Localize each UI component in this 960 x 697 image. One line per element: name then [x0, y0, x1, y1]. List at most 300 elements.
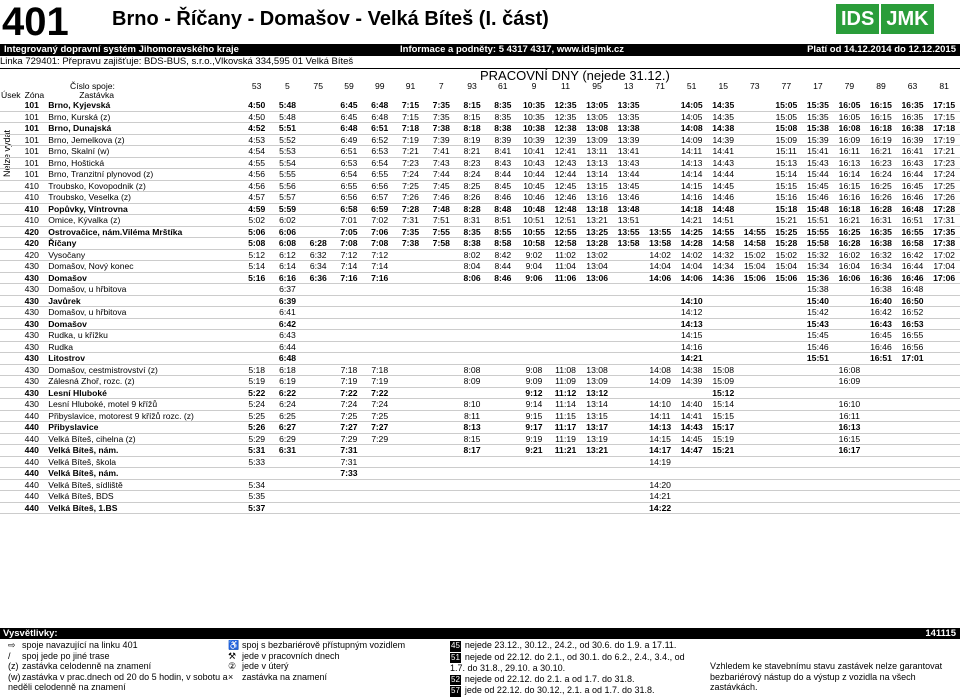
- time-cell: 16:02: [834, 249, 866, 261]
- time-cell: [518, 491, 550, 503]
- time-cell: 16:50: [897, 295, 929, 307]
- time-cell: 15:02: [771, 249, 803, 261]
- zone-cell: 440: [24, 491, 48, 503]
- time-cell: 5:31: [241, 445, 272, 457]
- usek-cell: [0, 491, 24, 503]
- time-cell: 8:35: [487, 100, 518, 111]
- zone-cell: 410: [24, 203, 48, 215]
- time-cell: 14:06: [676, 272, 708, 284]
- trip-number: 99: [374, 81, 385, 91]
- zona-label: Zóna: [24, 90, 45, 100]
- time-cell: [241, 307, 272, 319]
- time-cell: [272, 502, 303, 514]
- time-cell: 6:14: [272, 261, 303, 273]
- usek-cell: [0, 307, 24, 319]
- time-cell: [241, 330, 272, 342]
- time-cell: 14:06: [644, 272, 676, 284]
- time-cell: 9:21: [518, 445, 550, 457]
- time-cell: 15:42: [802, 307, 834, 319]
- time-cell: 7:38: [426, 123, 457, 135]
- time-cell: [487, 410, 518, 422]
- time-cell: 7:24: [395, 169, 426, 181]
- time-cell: [613, 353, 645, 365]
- stop-name: Domašov, Nový konec: [47, 261, 241, 273]
- time-cell: 6:56: [334, 192, 365, 204]
- time-cell: [928, 330, 960, 342]
- time-cell: [426, 387, 457, 399]
- time-cell: [334, 330, 365, 342]
- time-cell: 15:38: [802, 284, 834, 296]
- time-cell: 15:21: [771, 215, 803, 227]
- table-row: [0, 134, 960, 146]
- time-cell: 14:09: [676, 134, 708, 146]
- time-cell: 14:36: [707, 272, 739, 284]
- zone-cell: 440: [24, 422, 48, 434]
- time-cell: 13:05: [581, 111, 613, 123]
- usek-cell: [0, 261, 24, 273]
- time-cell: [303, 479, 334, 491]
- time-cell: [395, 422, 426, 434]
- time-cell: [928, 410, 960, 422]
- time-cell: [739, 330, 771, 342]
- time-cell: [613, 502, 645, 514]
- time-cell: 6:59: [364, 203, 395, 215]
- trip-number: 5: [285, 81, 290, 91]
- zone-cell: 430: [24, 353, 48, 365]
- time-cell: 7:43: [426, 157, 457, 169]
- time-cell: 8:31: [457, 215, 488, 227]
- time-cell: [707, 456, 739, 468]
- time-cell: 12:35: [550, 100, 582, 111]
- time-cell: 7:22: [364, 387, 395, 399]
- time-cell: [457, 284, 488, 296]
- time-cell: 15:46: [802, 192, 834, 204]
- time-cell: 8:39: [487, 134, 518, 146]
- usek-cell: [0, 410, 24, 422]
- time-cell: [644, 146, 676, 158]
- time-cell: 5:51: [272, 123, 303, 135]
- table-row: [0, 399, 960, 411]
- time-cell: 14:12: [676, 307, 708, 319]
- time-cell: [550, 491, 582, 503]
- time-cell: 13:58: [644, 238, 676, 250]
- time-cell: [897, 399, 929, 411]
- time-cell: 12:45: [550, 180, 582, 192]
- time-cell: [581, 284, 613, 296]
- time-cell: [550, 353, 582, 365]
- stop-name: Troubsko, Veselka (z): [47, 192, 241, 204]
- time-cell: 10:45: [518, 180, 550, 192]
- time-cell: [303, 468, 334, 480]
- time-cell: [739, 399, 771, 411]
- time-cell: 16:45: [897, 180, 929, 192]
- table-row: [0, 261, 960, 273]
- time-cell: [707, 307, 739, 319]
- time-cell: [395, 456, 426, 468]
- time-cell: [426, 295, 457, 307]
- time-cell: 13:39: [613, 134, 645, 146]
- time-cell: 16:48: [897, 203, 929, 215]
- time-cell: 5:12: [241, 249, 272, 261]
- time-cell: [395, 364, 426, 376]
- time-cell: [334, 341, 365, 353]
- time-cell: [676, 284, 708, 296]
- zone-cell: 410: [24, 180, 48, 192]
- time-cell: [457, 491, 488, 503]
- time-cell: [303, 353, 334, 365]
- time-cell: 7:18: [364, 364, 395, 376]
- time-cell: [487, 502, 518, 514]
- usek-cell: [0, 479, 24, 491]
- time-cell: [241, 284, 272, 296]
- time-cell: [865, 479, 897, 491]
- trip-symbol: [364, 91, 395, 100]
- time-cell: 4:53: [241, 134, 272, 146]
- arrow-icon: ⇨: [8, 640, 16, 650]
- usek-cell: [0, 249, 24, 261]
- time-cell: 6:28: [303, 238, 334, 250]
- stop-name: Brno, Dunajská: [47, 123, 241, 135]
- time-cell: 4:54: [241, 146, 272, 158]
- time-cell: 4:56: [241, 169, 272, 181]
- time-cell: [802, 479, 834, 491]
- usek-cell: [0, 399, 24, 411]
- time-cell: 14:39: [676, 376, 708, 388]
- time-cell: 8:48: [487, 203, 518, 215]
- time-cell: 15:45: [802, 330, 834, 342]
- time-cell: 14:38: [676, 364, 708, 376]
- time-cell: [518, 456, 550, 468]
- zone-cell: 440: [24, 502, 48, 514]
- time-cell: 15:21: [707, 445, 739, 457]
- time-cell: 8:15: [457, 100, 488, 111]
- time-cell: [303, 146, 334, 158]
- time-cell: [676, 456, 708, 468]
- time-cell: 15:28: [771, 238, 803, 250]
- time-cell: 13:38: [613, 123, 645, 135]
- zone-cell: 430: [24, 399, 48, 411]
- time-cell: 14:45: [676, 433, 708, 445]
- time-cell: [395, 479, 426, 491]
- time-cell: 17:38: [928, 238, 960, 250]
- time-cell: [581, 479, 613, 491]
- time-cell: 16:32: [865, 249, 897, 261]
- time-cell: [581, 295, 613, 307]
- header: [0, 0, 960, 44]
- time-cell: 15:38: [802, 123, 834, 135]
- time-cell: 16:51: [865, 353, 897, 365]
- time-cell: [426, 330, 457, 342]
- time-cell: [707, 491, 739, 503]
- table-row: [0, 387, 960, 399]
- time-cell: [707, 284, 739, 296]
- time-cell: [457, 341, 488, 353]
- time-cell: [897, 433, 929, 445]
- time-cell: 14:58: [707, 238, 739, 250]
- time-cell: 5:57: [272, 192, 303, 204]
- zone-cell: 101: [24, 169, 48, 181]
- time-cell: 8:21: [457, 146, 488, 158]
- time-cell: [550, 330, 582, 342]
- time-cell: 15:13: [771, 157, 803, 169]
- time-cell: 14:08: [676, 123, 708, 135]
- legend-item: 52 nejede od 22.12. do 2.1. a od 1.7. do 31.8.: [451, 673, 635, 684]
- time-cell: 5:53: [272, 146, 303, 158]
- time-cell: [928, 376, 960, 388]
- time-cell: [834, 353, 866, 365]
- time-cell: [395, 399, 426, 411]
- time-cell: [487, 353, 518, 365]
- time-cell: [644, 111, 676, 123]
- time-cell: 11:15: [550, 410, 582, 422]
- page-title: Brno - Říčany - Domašov - Velká Bíteš (I. část): [112, 8, 549, 30]
- time-cell: [303, 192, 334, 204]
- time-cell: 13:35: [613, 111, 645, 123]
- stop-name: Brno, Kurská (z): [47, 111, 241, 123]
- zone-cell: 101: [24, 146, 48, 158]
- time-cell: 5:34: [241, 479, 272, 491]
- time-cell: [272, 456, 303, 468]
- time-cell: 8:15: [457, 111, 488, 123]
- time-cell: 5:33: [241, 456, 272, 468]
- time-cell: 7:31: [334, 456, 365, 468]
- usek-cell: [0, 502, 24, 514]
- time-cell: [834, 295, 866, 307]
- time-cell: [426, 502, 457, 514]
- time-cell: [928, 479, 960, 491]
- time-cell: [676, 468, 708, 480]
- time-cell: [644, 353, 676, 365]
- time-cell: 8:45: [487, 180, 518, 192]
- time-cell: 6:32: [303, 249, 334, 261]
- time-cell: [487, 479, 518, 491]
- time-cell: [303, 203, 334, 215]
- time-cell: 16:21: [865, 146, 897, 158]
- time-cell: [395, 387, 426, 399]
- time-cell: 12:44: [550, 169, 582, 181]
- time-cell: 16:05: [834, 100, 866, 111]
- time-cell: [518, 295, 550, 307]
- usek-cell: [0, 123, 24, 135]
- time-cell: 7:25: [334, 410, 365, 422]
- time-cell: [613, 376, 645, 388]
- time-cell: 14:04: [644, 261, 676, 273]
- time-cell: [487, 318, 518, 330]
- usek-cell: [0, 226, 24, 238]
- time-cell: [834, 387, 866, 399]
- zone-cell: 420: [24, 249, 48, 261]
- trip-symbol: [928, 91, 960, 100]
- stop-name: Troubsko, Kovopodnik (z): [47, 180, 241, 192]
- time-cell: [241, 295, 272, 307]
- time-cell: [581, 456, 613, 468]
- time-cell: [303, 111, 334, 123]
- time-cell: 13:58: [613, 238, 645, 250]
- usek-cell: [0, 203, 24, 215]
- table-row: [0, 295, 960, 307]
- table-row: [0, 353, 960, 365]
- time-cell: [550, 318, 582, 330]
- trip-number: 79: [844, 81, 855, 91]
- time-cell: 8:35: [457, 226, 488, 238]
- time-cell: [364, 353, 395, 365]
- time-cell: [334, 502, 365, 514]
- trip-number: 51: [686, 81, 697, 91]
- table-row: [0, 341, 960, 353]
- trip-number: 13: [623, 81, 634, 91]
- time-cell: [739, 307, 771, 319]
- time-cell: [644, 123, 676, 135]
- table-row: [0, 100, 960, 111]
- time-cell: [928, 353, 960, 365]
- legend-item: ⇨ spoje navazující na linku 401: [8, 640, 138, 650]
- table-row: [0, 502, 960, 514]
- usek-cell: [0, 134, 24, 146]
- zone-cell: 440: [24, 456, 48, 468]
- time-cell: 7:45: [426, 180, 457, 192]
- time-cell: [457, 479, 488, 491]
- time-cell: 8:24: [457, 169, 488, 181]
- usek-cell: [0, 180, 24, 192]
- usek-cell: [0, 445, 24, 457]
- time-cell: [739, 157, 771, 169]
- time-cell: 8:17: [457, 445, 488, 457]
- time-cell: 8:55: [487, 226, 518, 238]
- time-cell: 16:46: [897, 192, 929, 204]
- zone-cell: 440: [24, 445, 48, 457]
- line-number: 401: [2, 0, 69, 44]
- usek-label: Úsek: [1, 90, 21, 100]
- time-cell: 7:28: [395, 203, 426, 215]
- usek-cell: [0, 169, 24, 181]
- time-cell: 7:14: [364, 261, 395, 273]
- trip-number: 81: [939, 81, 949, 91]
- time-cell: [457, 468, 488, 480]
- trip-symbol: [834, 91, 866, 100]
- time-cell: [303, 180, 334, 192]
- time-cell: 7:35: [426, 111, 457, 123]
- time-cell: 15:41: [802, 146, 834, 158]
- time-cell: 6:27: [272, 422, 303, 434]
- usek-cell: [0, 318, 24, 330]
- usek-cell: [0, 215, 24, 227]
- time-cell: [426, 479, 457, 491]
- table-row: [0, 146, 960, 158]
- time-cell: 5:26: [241, 422, 272, 434]
- time-cell: [613, 364, 645, 376]
- legend-note: bezbariérový nástup do a výstup z vozidla na všech zastávkách.: [710, 671, 916, 692]
- time-cell: [928, 307, 960, 319]
- time-cell: [707, 330, 739, 342]
- zone-cell: 430: [24, 387, 48, 399]
- time-cell: [739, 479, 771, 491]
- time-cell: [739, 433, 771, 445]
- usek-cell: [0, 157, 24, 169]
- trip-symbol: [550, 91, 582, 100]
- time-cell: 6:54: [334, 169, 365, 181]
- time-cell: 11:08: [550, 364, 582, 376]
- table-row: [0, 123, 960, 135]
- time-cell: [303, 410, 334, 422]
- time-cell: 7:35: [426, 100, 457, 111]
- usek-cell: [0, 284, 24, 296]
- table-row: [0, 284, 960, 296]
- trip-symbol: [707, 91, 739, 100]
- time-cell: 6:55: [364, 169, 395, 181]
- time-cell: [487, 364, 518, 376]
- time-cell: 11:19: [550, 433, 582, 445]
- time-cell: [303, 387, 334, 399]
- time-cell: 9:14: [518, 399, 550, 411]
- time-cell: 16:04: [834, 261, 866, 273]
- time-cell: [707, 295, 739, 307]
- time-cell: [739, 192, 771, 204]
- trip-number: 71: [655, 81, 665, 91]
- time-cell: [865, 364, 897, 376]
- time-cell: 7:24: [334, 399, 365, 411]
- time-cell: [613, 422, 645, 434]
- time-cell: [395, 468, 426, 480]
- time-cell: [395, 295, 426, 307]
- trip-symbol: [771, 91, 803, 100]
- time-cell: [739, 111, 771, 123]
- trip-symbol: [581, 91, 613, 100]
- time-cell: [487, 330, 518, 342]
- trip-number: 15: [718, 81, 729, 91]
- time-cell: 15:39: [802, 134, 834, 146]
- zastavka-label: Zastávka: [79, 91, 115, 100]
- time-cell: 11:14: [550, 399, 582, 411]
- time-cell: 7:26: [395, 192, 426, 204]
- zone-cell: 440: [24, 479, 48, 491]
- time-cell: [334, 479, 365, 491]
- time-cell: 13:14: [581, 399, 613, 411]
- time-cell: 16:43: [897, 157, 929, 169]
- table-row: [0, 318, 960, 330]
- usek-cell: [0, 238, 24, 250]
- stop-name: Vysočany: [47, 249, 241, 261]
- time-cell: 14:35: [707, 100, 739, 111]
- time-cell: 6:12: [272, 249, 303, 261]
- time-cell: 14:44: [707, 169, 739, 181]
- usek-cell: [0, 100, 24, 111]
- time-cell: 7:19: [395, 134, 426, 146]
- time-cell: 8:58: [487, 238, 518, 250]
- stop-name: Velká Bíteš, nám.: [47, 445, 241, 457]
- time-cell: [487, 376, 518, 388]
- trip-number: 75: [313, 81, 323, 91]
- time-cell: 6:18: [272, 364, 303, 376]
- trip-number: 63: [907, 81, 918, 91]
- time-cell: [739, 491, 771, 503]
- time-cell: 15:11: [771, 146, 803, 158]
- time-cell: 14:16: [676, 341, 708, 353]
- time-cell: 9:08: [518, 364, 550, 376]
- time-cell: [364, 295, 395, 307]
- time-cell: [303, 295, 334, 307]
- time-cell: [739, 422, 771, 434]
- time-cell: 14:15: [644, 433, 676, 445]
- time-cell: 16:58: [897, 238, 929, 250]
- time-cell: 7:27: [334, 422, 365, 434]
- time-cell: [395, 284, 426, 296]
- time-cell: [644, 157, 676, 169]
- time-cell: [644, 468, 676, 480]
- time-cell: [707, 341, 739, 353]
- time-cell: 8:43: [487, 157, 518, 169]
- time-cell: [613, 456, 645, 468]
- time-cell: 7:41: [426, 146, 457, 158]
